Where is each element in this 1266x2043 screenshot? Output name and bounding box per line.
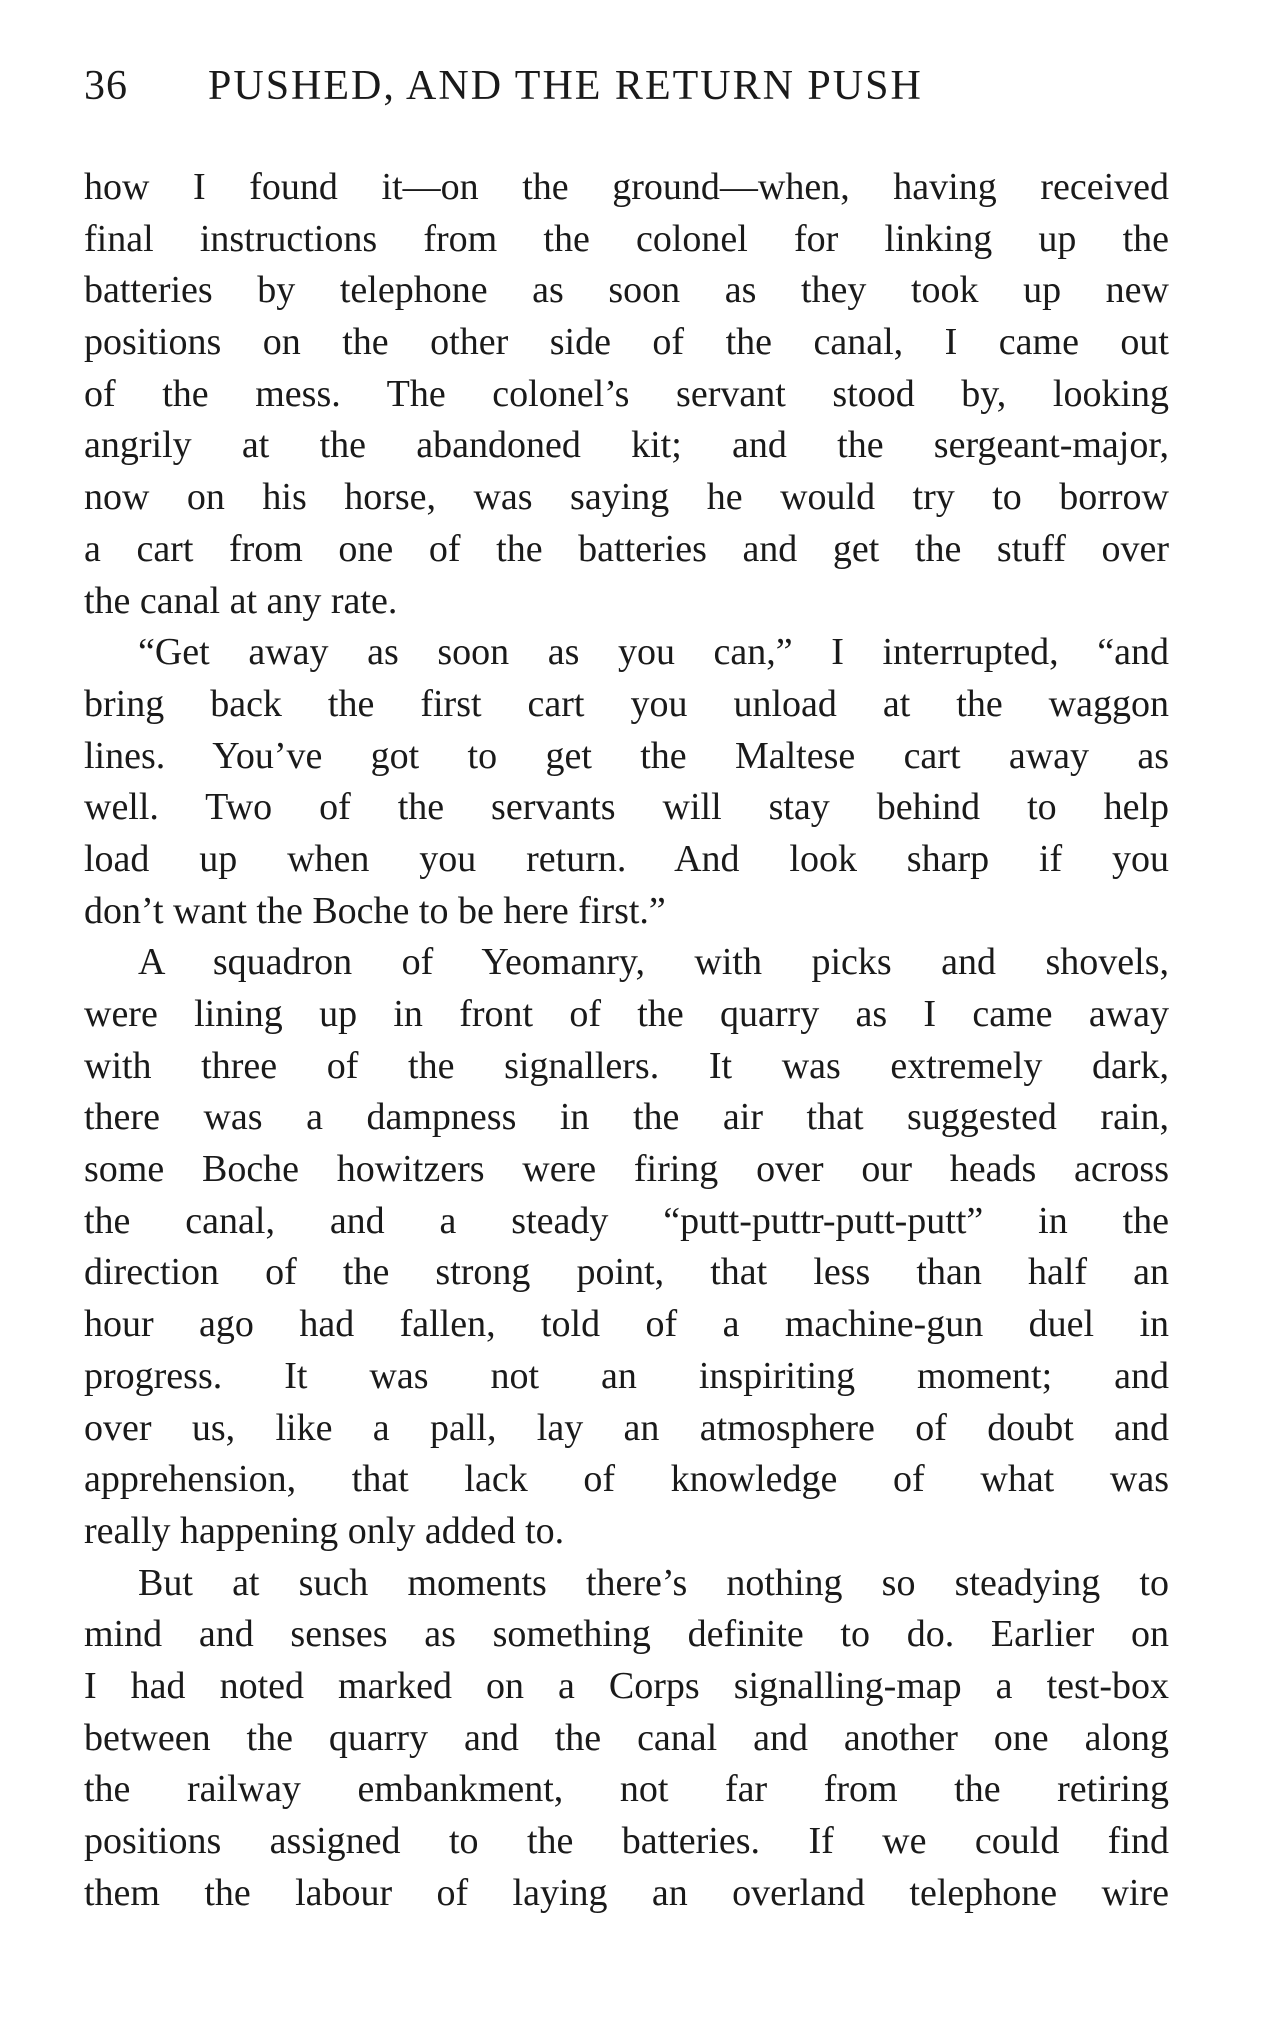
body-text <box>84 162 1169 1919</box>
text-line: some Boche howitzers were firing over our heads across <box>84 1148 1169 1191</box>
text-line: batteries by telephone as soon as they took up new <box>84 269 1169 312</box>
text-line: of the mess. The colonel’s servant stood by, looking <box>84 372 1169 415</box>
text-line: A squadron of Yeomanry, with picks and shovels, <box>138 941 1169 984</box>
text-line: the canal, and a steady “putt-puttr-putt-putt” in the <box>84 1199 1169 1242</box>
text-line: the canal at any rate. <box>84 579 398 622</box>
text-line: with three of the signallers. It was extremely dark, <box>84 1044 1169 1087</box>
text-line: don’t want the Boche to be here first.” <box>84 889 666 932</box>
text-line: mind and senses as something definite to do. Earlier on <box>84 1613 1169 1656</box>
paragraph-1 <box>84 162 1169 627</box>
text-line: between the quarry and the canal and another one along <box>84 1716 1169 1759</box>
text-line: progress. It was not an inspiriting moment; and <box>84 1354 1169 1397</box>
text-line: were lining up in front of the quarry as I came away <box>84 993 1169 1035</box>
text-line: bring back the first cart you unload at the waggon <box>84 682 1169 725</box>
text-line: a cart from one of the batteries and get the stuff over <box>84 527 1169 570</box>
text-line: how I found it—on the ground—when, having received <box>84 166 1169 208</box>
text-line: now on his horse, was saying he would try to borrow <box>84 476 1169 519</box>
text-line: hour ago had fallen, told of a machine-gun duel in <box>84 1303 1169 1346</box>
text-line: positions on the other side of the canal, I came out <box>84 321 1169 364</box>
text-line: direction of the strong point, that less than half an <box>84 1251 1169 1294</box>
text-line: the railway embankment, not far from the retiring <box>84 1768 1169 1811</box>
text-line: apprehension, that lack of knowledge of what was <box>84 1458 1169 1501</box>
running-title: PUSHED, AND THE RETURN PUSH <box>208 63 923 109</box>
text-line: well. Two of the servants will stay behind to help <box>84 786 1169 829</box>
text-line: really happening only added to. <box>84 1509 565 1552</box>
text-line: load up when you return. And look sharp if you <box>84 837 1169 880</box>
page-number: 36 <box>84 63 128 109</box>
text-line: I had noted marked on a Corps signalling-map a test-box <box>84 1664 1169 1707</box>
text-line: over us, like a pall, lay an atmosphere of doubt and <box>84 1406 1169 1449</box>
text-line: them the labour of laying an overland telephone wire <box>84 1871 1169 1914</box>
paragraph-2 <box>84 627 1169 937</box>
text-line: lines. You’ve got to get the Maltese cart away as <box>84 734 1169 777</box>
text-line: angrily at the abandoned kit; and the sergeant-major, <box>84 424 1169 467</box>
text-line: But at such moments there’s nothing so steadying to <box>138 1561 1169 1604</box>
text-line: positions assigned to the batteries. If we could find <box>84 1820 1169 1862</box>
running-head <box>84 62 1174 122</box>
text-line: there was a dampness in the air that suggested rain, <box>84 1096 1169 1139</box>
paragraph-3 <box>84 937 1169 1557</box>
text-line: “Get away as soon as you can,” I interrupted, “and <box>138 631 1169 674</box>
text-line: final instructions from the colonel for linking up the <box>84 217 1169 260</box>
paragraph-4 <box>84 1558 1169 1920</box>
